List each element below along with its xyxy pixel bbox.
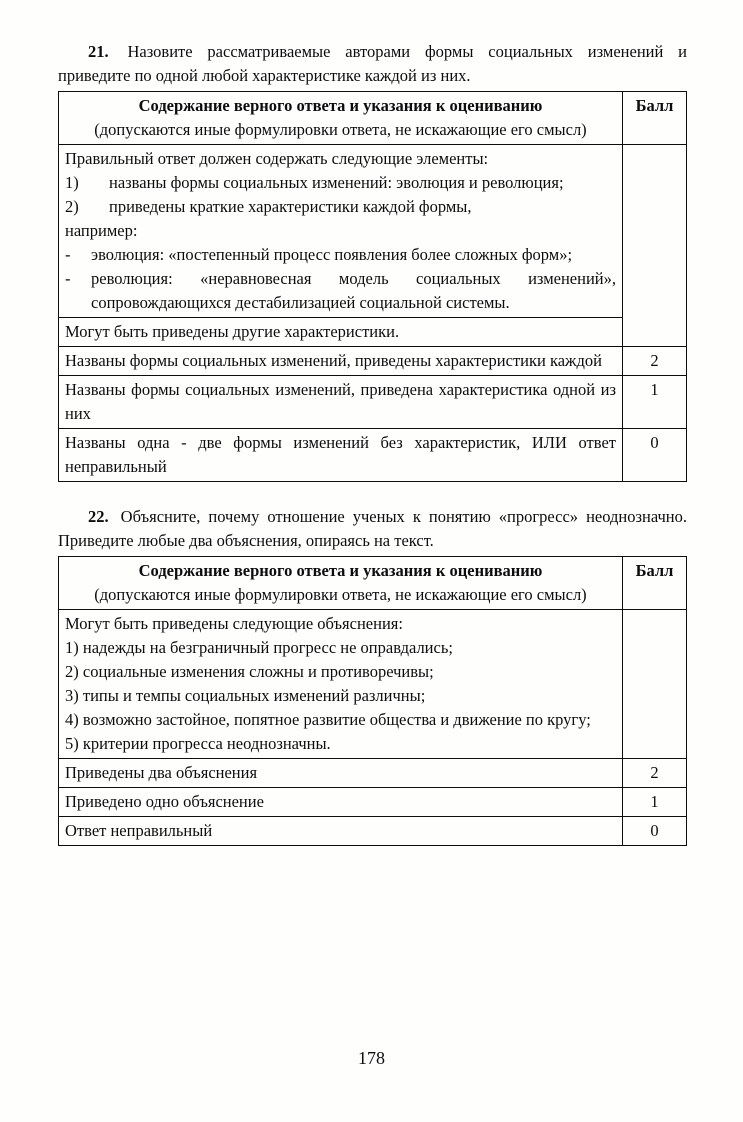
criteria-header-title: Содержание верного ответа и указания к оцениванию	[138, 96, 543, 115]
criteria-text: Ответ неправильный	[59, 817, 623, 846]
answer-line: Могут быть приведены следующие объяснения:	[65, 614, 403, 633]
criteria-score: 0	[623, 817, 687, 846]
list-marker: -	[65, 269, 71, 288]
answer-note-cell: Могут быть приведены другие характеристики.	[59, 318, 623, 347]
criteria-header-title: Содержание верного ответа и указания к оцениванию	[138, 561, 543, 580]
question-22-scoring-table	[58, 556, 687, 846]
answer-list-item	[65, 171, 616, 195]
answer-line-text: революция: «неравновесная модель социальных изменений», сопровождающихся дестабилизацией социальной системы.	[91, 269, 616, 312]
question-22-number: 22.	[88, 507, 109, 526]
answer-line: 1) надежды на безграничный прогресс не оправдались;	[65, 638, 453, 657]
criteria-text: Названы формы социальных изменений, приведены характеристики каждой	[59, 347, 623, 376]
question-21-number: 21.	[88, 42, 109, 61]
answer-line: 2) социальные изменения сложны и противоречивы;	[65, 662, 434, 681]
criteria-text: Приведены два объяснения	[59, 759, 623, 788]
answer-line: 4) возможно застойное, попятное развитие общества и движение по кругу;	[65, 710, 591, 729]
list-marker: 2)	[65, 197, 79, 216]
criteria-row	[59, 788, 687, 817]
scoring-table-header-row	[59, 557, 687, 610]
answer-score-cell-empty	[623, 610, 687, 759]
answer-line: например:	[65, 221, 138, 240]
answer-line: 3) типы и темпы социальных изменений различны;	[65, 686, 426, 705]
list-marker: 1)	[65, 173, 79, 192]
criteria-header-cell	[59, 92, 623, 145]
answer-line-text: приведены краткие характеристики каждой формы,	[109, 197, 472, 216]
criteria-text: Приведено одно объяснение	[59, 788, 623, 817]
score-header-cell: Балл	[623, 92, 687, 145]
criteria-score: 2	[623, 347, 687, 376]
answer-line: 5) критерии прогресса неоднозначны.	[65, 734, 331, 753]
criteria-row	[59, 347, 687, 376]
criteria-row	[59, 817, 687, 846]
q22-answer-cell	[59, 610, 623, 759]
question-21-scoring-table	[58, 91, 687, 482]
criteria-score: 2	[623, 759, 687, 788]
score-header-cell: Балл	[623, 557, 687, 610]
answer-score-cell-empty	[623, 145, 687, 347]
question-22	[58, 505, 687, 553]
list-marker: -	[65, 245, 71, 264]
page-number: 178	[358, 1048, 385, 1068]
question-21	[58, 40, 687, 88]
answer-list-item	[65, 243, 616, 267]
answer-line-text: названы формы социальных изменений: эволюция и революция;	[109, 173, 564, 192]
question-21-text: Назовите рассматриваемые авторами формы социальных изменений и приведите по одной любой характеристике каждой из них.	[58, 42, 687, 85]
criteria-header-subtitle: (допускаются иные формулировки ответа, не искажающие его смысл)	[94, 120, 587, 139]
criteria-header-cell	[59, 557, 623, 610]
answer-note-row	[59, 318, 687, 347]
criteria-score: 1	[623, 376, 687, 429]
answer-line-text: эволюция: «постепенный процесс появления более сложных форм»;	[91, 245, 573, 264]
criteria-header-subtitle: (допускаются иные формулировки ответа, не искажающие его смысл)	[94, 585, 587, 604]
scoring-table-header-row	[59, 92, 687, 145]
criteria-row	[59, 759, 687, 788]
criteria-score: 0	[623, 429, 687, 482]
criteria-text: Названы одна - две формы изменений без характеристик, ИЛИ ответ неправильный	[59, 429, 623, 482]
criteria-row	[59, 429, 687, 482]
answer-content-row	[59, 145, 687, 318]
q21-answer-cell	[59, 145, 623, 318]
answer-list-item	[65, 267, 616, 315]
question-22-text: Объясните, почему отношение ученых к понятию «прогресс» неоднозначно. Приведите любые два объяснения, опираясь на текст.	[58, 507, 687, 550]
criteria-row	[59, 376, 687, 429]
answer-list-item	[65, 195, 616, 219]
criteria-text: Названы формы социальных изменений, приведена характеристика одной из них	[59, 376, 623, 429]
answer-line: Правильный ответ должен содержать следующие элементы:	[65, 149, 489, 168]
answer-content-row	[59, 610, 687, 759]
criteria-score: 1	[623, 788, 687, 817]
